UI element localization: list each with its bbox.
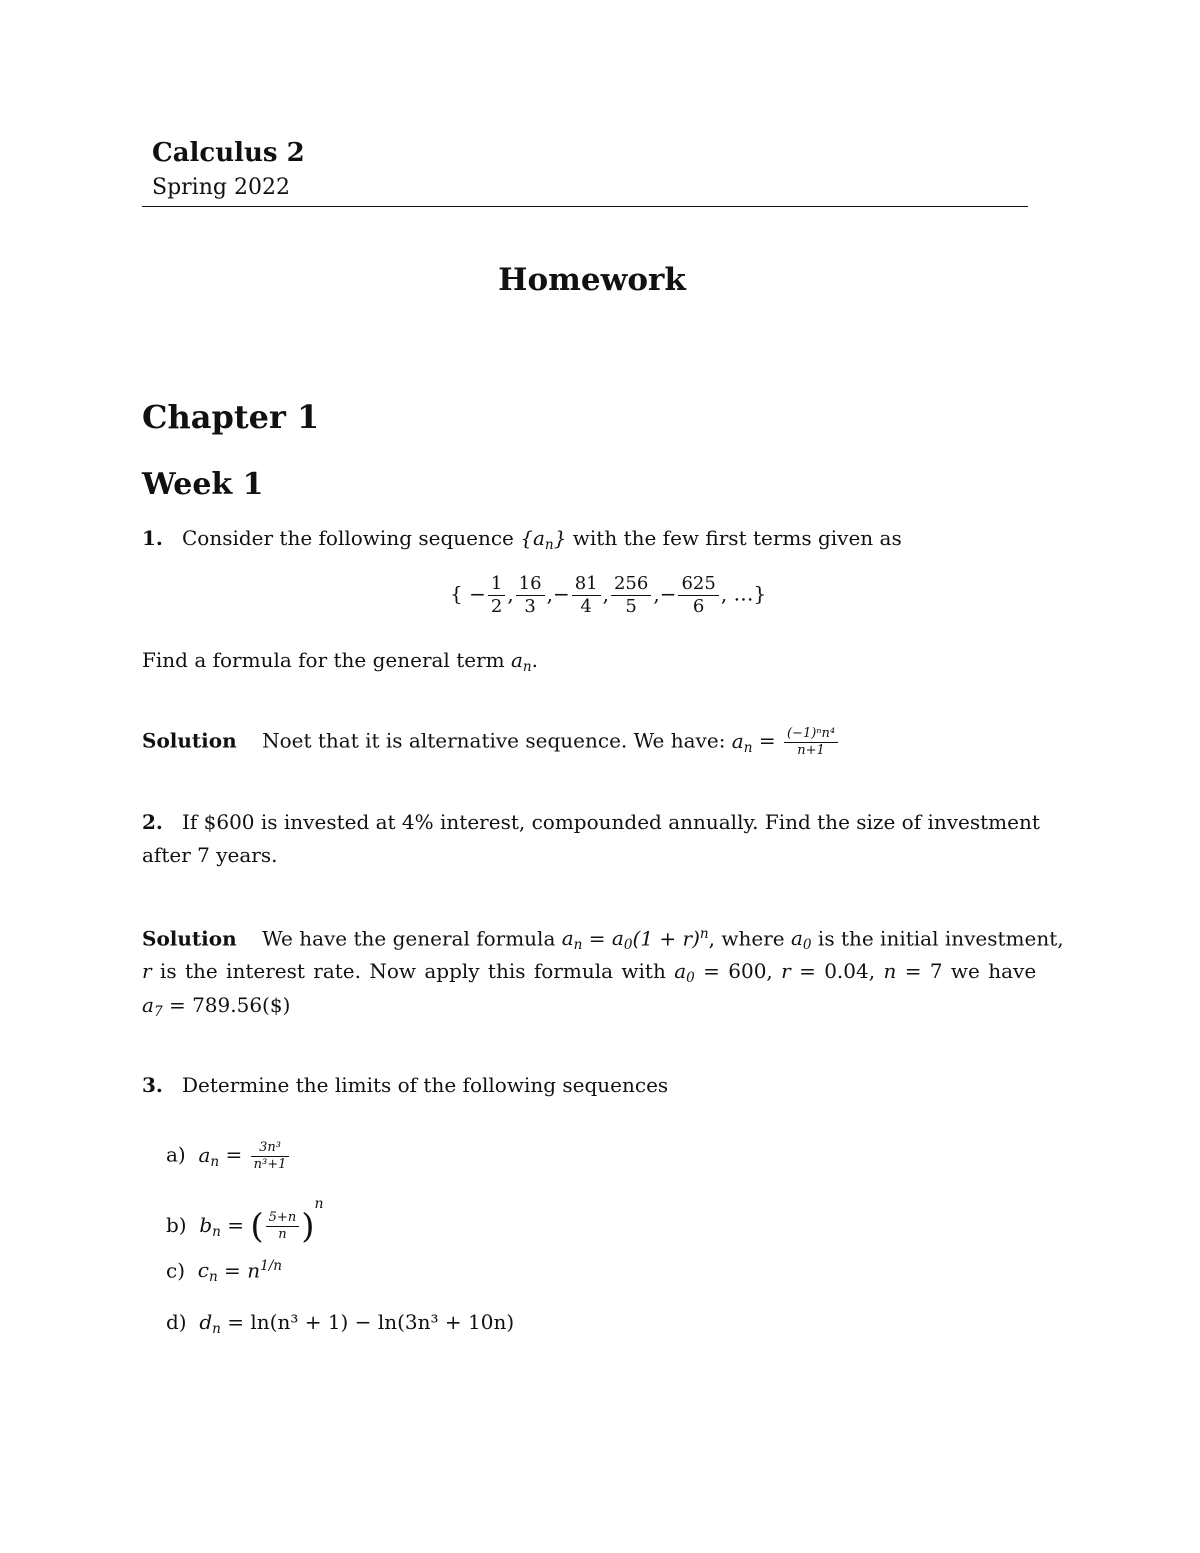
term-sign: −: [469, 581, 486, 606]
sequence-terms: { − $\frac{1}{2}$ , $\frac{16}{3}$ ,− $\frac{81}{4}$ , $\frac{256}{5}$ ,− $\frac{625}{6}$ , …}: [450, 573, 767, 617]
problem-number: 1.: [142, 526, 163, 550]
sequence-term: $\frac{16}{3}$: [516, 573, 545, 617]
subproblem-b: b) $b_n$ = ( $\frac{5+n}{n}$ )$^n$: [166, 1196, 324, 1247]
problem-2-solution-line1: Solution We have the general formula $a_n = a_0(1 + r)^n$, where $a_0$ is the initial investment,: [142, 926, 1064, 954]
formula-fraction: $\frac{\text{(−1)ⁿn⁴}}{n+1}$: [784, 726, 838, 758]
subproblem-d: d) $d_n = \ln(n^3 + 1) - \ln(3n^3 + 10n)$: [166, 1310, 515, 1337]
problem-text: Consider the following sequence: [181, 526, 514, 550]
problem-2-solution-line3: $a_7$ = 789.56($): [142, 993, 291, 1020]
problem-number: 2.: [142, 810, 163, 834]
problem-3-statement: 3. Determine the limits of the following sequences: [142, 1073, 669, 1097]
subproblem-c: c) $c_n = n^{1/n}$: [166, 1258, 283, 1286]
document-title: Homework: [498, 262, 686, 298]
subproblem-a: a) $a_n$ = $\frac{\text{3n³}}{\text{n³+1}}$: [166, 1140, 291, 1172]
fraction-b: $\frac{5+n}{n}$: [266, 1210, 300, 1242]
sequence-term: $\frac{625}{6}$: [678, 573, 718, 617]
problem-1-statement: [142, 526, 902, 553]
sequence-term: $\frac{256}{5}$: [611, 573, 651, 617]
sequence-symbol: $\{a_n\}$: [520, 526, 567, 553]
problem-1-solution: Solution Noet that it is alternative sequence. We have: $a_n$ = $\frac{\text{(−1)ⁿn⁴}}{n+1}$: [142, 726, 840, 758]
fraction-a: $\frac{\text{3n³}}{\text{n³+1}}$: [251, 1140, 290, 1172]
solution-label: Solution: [142, 728, 237, 753]
problem-2-statement-cont: after 7 years.: [142, 843, 278, 867]
term-sign: −: [552, 581, 570, 606]
course-title: Calculus 2: [152, 138, 305, 168]
chapter-heading: Chapter 1: [142, 398, 320, 436]
sequence-term: $\frac{1}{2}$: [488, 573, 505, 617]
header-rule: [142, 206, 1028, 207]
solution-text: Noet that it is alternative sequence. We have:: [262, 728, 726, 753]
term-sign: −: [659, 581, 677, 606]
problem-number: 3.: [142, 1073, 163, 1097]
problem-1-question: Find a formula for the general term $a_n$.: [142, 648, 539, 675]
problem-2-statement: 2. If $600 is invested at 4% interest, compounded annually. Find the size of investment: [142, 810, 1040, 834]
term-label: Spring 2022: [152, 175, 290, 200]
terms-list: − $\frac{1}{2}$ , $\frac{16}{3}$ ,− $\frac{81}{4}$ , $\frac{256}{5}$ ,− $\frac{625}{6}$ ,: [469, 573, 728, 617]
problem-text: with the few first terms given as: [572, 526, 902, 550]
solution-label: Solution: [142, 926, 237, 951]
week-heading: Week 1: [142, 467, 264, 502]
problem-2-solution-line2: r is the interest rate. Now apply this formula with $a_0 = 600$, r = 0.04, n = 7 we have: [142, 959, 1037, 986]
sequence-term: $\frac{81}{4}$: [572, 573, 601, 617]
